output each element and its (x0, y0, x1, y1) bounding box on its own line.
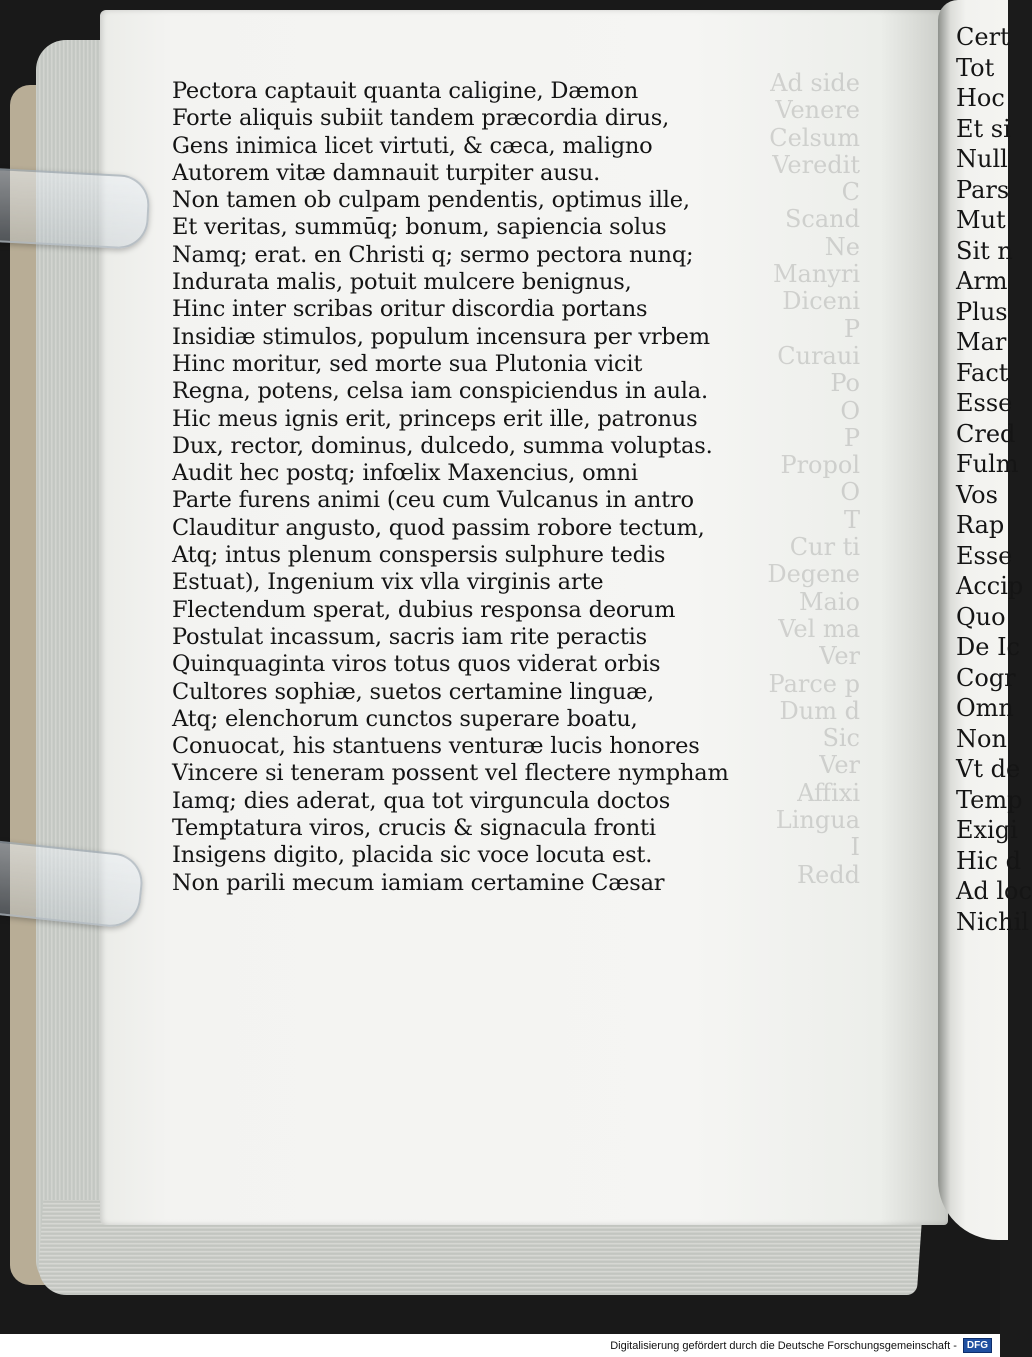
bleed-through-line: Lingua (775, 806, 860, 835)
bleed-through-line: Degene (767, 560, 860, 589)
text-line: Atq; intus plenum conspersis sulphure tedis (172, 542, 666, 569)
facing-page-line: Plus (956, 297, 1008, 326)
text-line: Estuat), Ingenium vix vlla virginis arte (172, 569, 604, 596)
facing-page-line: Pars (956, 175, 1010, 204)
bleed-through-line: Propol (780, 451, 860, 480)
text-line: Audit hec postq; infœlix Maxencius, omni (172, 460, 638, 487)
bleed-through-line: O (840, 478, 860, 507)
bleed-through-line: Affixi (797, 778, 860, 807)
facing-page-text (956, 22, 1032, 937)
footer-bar (0, 1334, 1000, 1357)
funding-credit: Digitalisierung gefördert durch die Deutsche Forschungsgemeinschaft - (610, 1339, 957, 1352)
facing-page-line: Sit n (956, 236, 1013, 265)
bleed-through-line: I (850, 833, 860, 862)
text-line: Et veritas, summūq; bonum, sapiencia solus (172, 214, 667, 241)
facing-page-line: Omn (956, 694, 1014, 722)
facing-page-line: Quo (956, 602, 1006, 631)
facing-page-line: Cogr (956, 663, 1016, 692)
facing-page-line: Hoc (956, 84, 1005, 112)
facing-page-line: Null (956, 145, 1008, 173)
bleed-through-line: Vel ma (778, 614, 860, 643)
text-line: Iamq; dies aderat, qua tot virguncula doctos (172, 787, 671, 814)
text-line: Hic meus ignis erit, princeps erit ille, patronus (172, 405, 698, 432)
facing-page-line: Vt de (956, 755, 1021, 783)
text-line: Gens inimica licet virtuti, & cæca, maligno (172, 132, 653, 159)
bleed-through-line: Celsum (769, 123, 860, 152)
bleed-through-line: C (841, 178, 860, 207)
bleed-through-line: P (843, 314, 860, 343)
text-line: Hinc inter scribas oritur discordia portans (172, 296, 648, 323)
bleed-through-line: Venere (775, 96, 860, 125)
page-clip-top (0, 168, 151, 250)
facing-page-line: Temp (956, 785, 1023, 814)
facing-page-line: Fulm (956, 450, 1019, 478)
text-line: Postulat incassum, sacris iam rite peractis (172, 623, 648, 650)
facing-page-line: Non (956, 724, 1007, 753)
text-line: Cultores sophiæ, suetos certamine linguæ, (172, 678, 655, 705)
bleed-through-line: Ad side (770, 69, 860, 97)
bleed-through-line: Cur ti (789, 533, 860, 562)
text-line: Vincere si teneram possent vel flectere nympham (172, 760, 729, 787)
text-line: Insidiæ stimulos, populum incensura per vrbem (172, 323, 710, 350)
facing-page-line: Tot (956, 53, 995, 82)
facing-page-line: Vos (956, 480, 998, 509)
bleed-through-line: O (840, 396, 860, 425)
text-line: Autorem vitæ damnauit turpiter ausu. (172, 159, 601, 186)
facing-page-line: Esse (956, 389, 1013, 417)
bleed-through-line: Veredit (772, 150, 860, 179)
text-line: Non parili mecum iamiam certamine Cæsar (172, 869, 665, 896)
bleed-through-line: Ver (819, 642, 860, 671)
bleed-through-line: Dum d (779, 696, 860, 725)
facing-page-line: Rap (956, 511, 1005, 539)
bleed-through-line: Manyri (772, 260, 860, 289)
bleed-through-line: Curaui (777, 341, 860, 370)
facing-page-line: Cred (956, 419, 1016, 448)
text-line: Clauditur angusto, quod passim robore tectum, (172, 514, 705, 541)
bleed-through-line: Ne (824, 232, 860, 261)
bleed-through-line: T (843, 505, 860, 534)
bleed-through-line: Ver (819, 751, 860, 780)
text-line: Parte furens animi (ceu cum Vulcanus in antro (172, 487, 694, 514)
bleed-through-line: Sic (822, 724, 860, 753)
facing-page-line: Hic d (956, 846, 1022, 875)
text-line: Hinc moritur, sed morte sua Plutonia vicit (172, 350, 643, 377)
text-line: Atq; elenchorum cunctos superare boatu, (172, 705, 638, 732)
bleed-through-line: Parce p (768, 669, 860, 698)
facing-page-line: Et si (956, 114, 1011, 143)
bleed-through-line: Scand (784, 205, 860, 234)
text-line: Regna, potens, celsa iam conspiciendus in aula. (172, 378, 708, 405)
text-line: Dux, rector, dominus, dulcedo, summa voluptas. (172, 432, 713, 459)
facing-page-line: Ad loc (956, 877, 1032, 905)
text-line: Namq; erat. en Christi q; sermo pectora nunq; (172, 241, 694, 268)
text-line: Flectendum sperat, dubius responsa deorum (172, 596, 676, 623)
text-line: Indurata malis, potuit mulcere benignus, (172, 269, 632, 296)
bleed-through-line: P (843, 423, 860, 452)
facing-page-line: Mar (956, 328, 1007, 356)
text-line: Non tamen ob culpam pendentis, optimus ille, (172, 187, 690, 214)
facing-page-right (938, 0, 1032, 1240)
facing-page-line: Arm (956, 267, 1008, 295)
bleed-through-line: Maio (798, 587, 860, 616)
bleed-through-line: Po (830, 369, 860, 398)
bleed-through-line: Redd (797, 860, 860, 889)
text-line: Temptatura viros, crucis & signacula fronti (172, 815, 656, 842)
facing-page-line: De Ic (956, 633, 1020, 661)
facing-page-line: Mut (956, 206, 1006, 234)
text-line: Pectora captauit quanta caligine, Dæmon (172, 78, 638, 104)
facing-page-line: Esse (956, 541, 1013, 570)
facing-page-line: Accip (956, 572, 1024, 600)
facing-page-line: Nichil (956, 907, 1029, 936)
dfg-logo: DFG (963, 1338, 992, 1353)
text-line: Forte aliquis subiit tandem præcordia dirus, (172, 105, 670, 132)
text-line: Conuocat, his stantuens venturæ lucis honores (172, 733, 700, 760)
text-line: Quinquaginta viros totus quos viderat orbis (172, 651, 661, 678)
facing-page-line: Cert (956, 23, 1010, 51)
text-line: Insigens digito, placida sic voce locuta est. (172, 842, 653, 869)
page-text-block (172, 78, 812, 897)
facing-page-line: Fact (956, 358, 1009, 387)
bleed-through-line: Diceni (782, 287, 860, 316)
facing-page-line: Exigi (956, 816, 1018, 844)
